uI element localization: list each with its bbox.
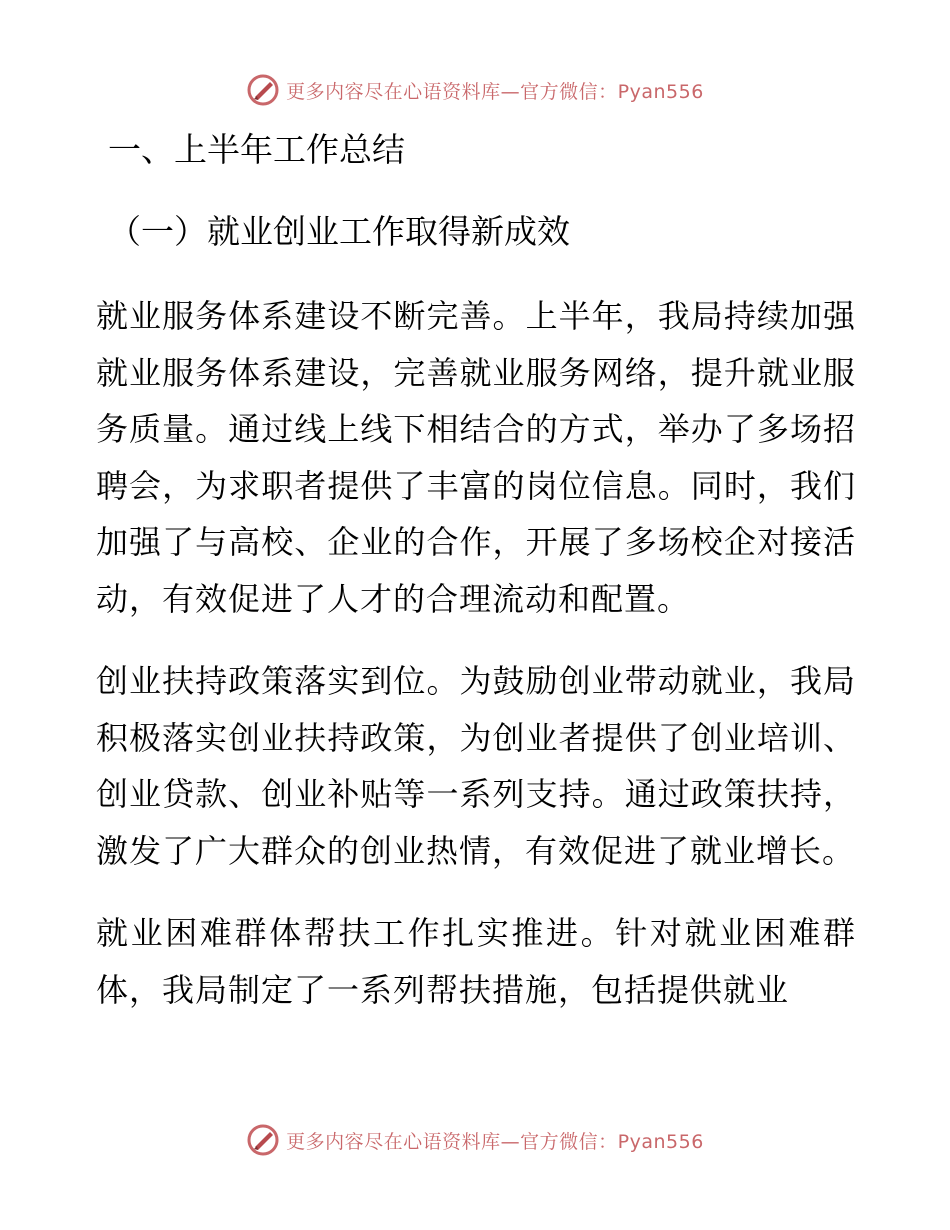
paragraph-employment-services: 就业服务体系建设不断完善。上半年，我局持续加强就业服务体系建设，完善就业服务网络，提升就业服务质量。通过线上线下相结合的方式，举办了多场招聘会，为求职者提供了丰富的岗位信息。同时，我们加强了与高校、企业的合作，开展了多场校企对接活动，有效促进了人才的合理流动和配置。 bbox=[96, 297, 856, 618]
brand-logo-icon bbox=[246, 73, 280, 107]
subsection-title: （一）就业创业工作取得新成效 bbox=[108, 212, 570, 251]
paragraph-entrepreneurship-support: 创业扶持政策落实到位。为鼓励创业带动就业，我局积极落实创业扶持政策，为创业者提供了创业培训、创业贷款、创业补贴等一系列支持。通过政策扶持，激发了广大群众的创业热情，有效促进了就业增长。 bbox=[96, 662, 856, 870]
document-body bbox=[96, 122, 856, 1044]
watermark-text: 更多内容尽在心语资料库—官方微信：Pyan556 bbox=[286, 80, 704, 103]
watermark-text: 更多内容尽在心语资料库—官方微信：Pyan556 bbox=[286, 1130, 704, 1153]
brand-logo-icon bbox=[246, 1123, 280, 1157]
header-watermark bbox=[0, 70, 950, 110]
footer-watermark bbox=[0, 1120, 950, 1160]
paragraph-difficult-groups: 就业困难群体帮扶工作扎实推进。针对就业困难群体，我局制定了一系列帮扶措施，包括提供就业 bbox=[96, 914, 856, 1009]
section-title: 一、上半年工作总结 bbox=[108, 130, 405, 169]
